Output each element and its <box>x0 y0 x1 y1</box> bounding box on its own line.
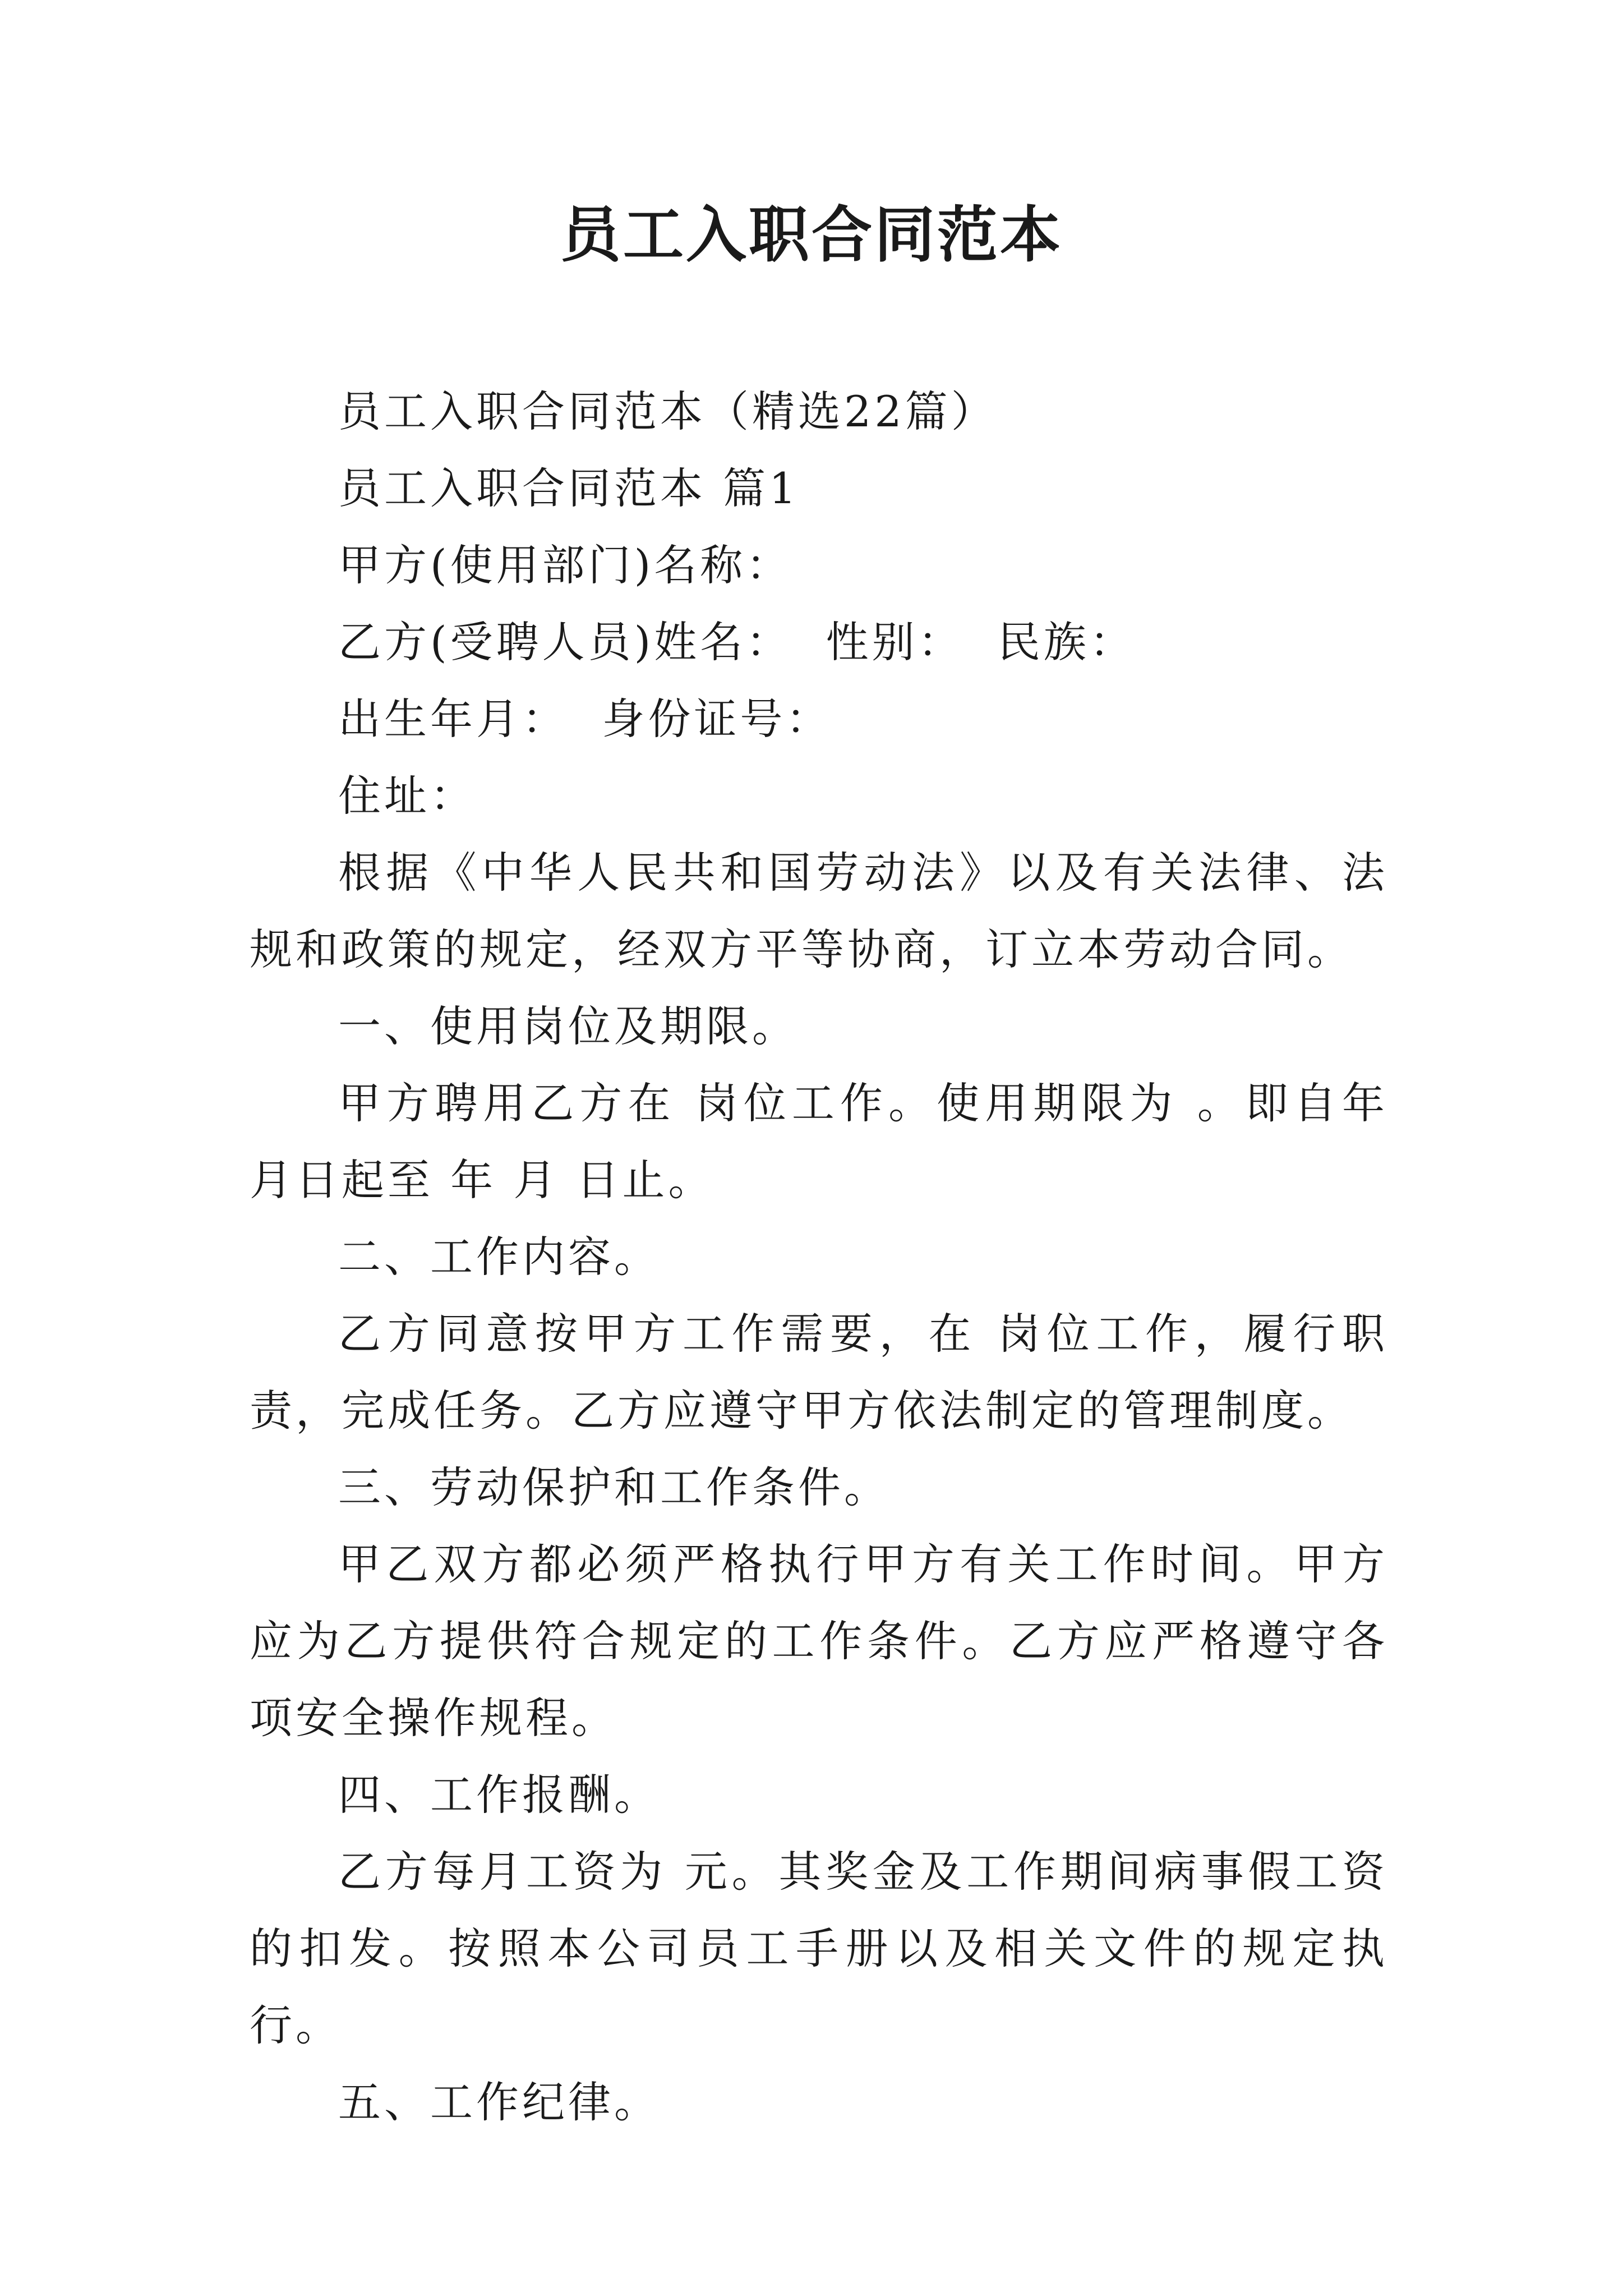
document-body <box>250 373 1405 2141</box>
paragraph-birth-id: 出生年月： 身份证号： <box>338 694 832 744</box>
paragraph-party-a: 甲方(使用部门)名称： <box>338 540 792 590</box>
paragraph-address: 住址： <box>338 771 476 821</box>
paragraph-clause-2-heading: 二、工作内容。 <box>338 1232 660 1282</box>
paragraph-party-b: 乙方(受聘人员)姓名： 性别： 民族： <box>338 617 1136 667</box>
paragraph-preamble: 根据《中华人民共和国劳动法》以及有关法律、法规和政策的规定，经双方平等协商，订立本劳动合同。 <box>250 848 1388 974</box>
paragraph-clause-3-body: 甲乙双方都必须严格执行甲方有关工作时间。甲方应为乙方提供符合规定的工作条件。乙方应严格遵守各项安全操作规程。 <box>250 1539 1388 1743</box>
paragraph-clause-1-heading: 一、使用岗位及期限。 <box>338 1001 798 1051</box>
document-title: 员工入职合同范本 <box>560 200 1063 270</box>
paragraph-section-heading: 员工入职合同范本 篇1 <box>338 463 800 513</box>
paragraph-clause-5-heading: 五、工作纪律。 <box>338 2077 660 2127</box>
paragraph-clause-1-body: 甲方聘用乙方在 岗位工作。使用期限为 。即自年 月日起至 年 月 日止。 <box>250 1078 1405 1205</box>
paragraph-clause-3-heading: 三、劳动保护和工作条件。 <box>338 1462 890 1512</box>
paragraph-clause-2-body: 乙方同意按甲方工作需要，在 岗位工作，履行职责，完成任务。乙方应遵守甲方依法制定的管理制度。 <box>250 1309 1388 1435</box>
paragraph-subtitle: 员工入职合同范本（精选22篇） <box>338 386 997 436</box>
paragraph-clause-4-body: 乙方每月工资为 元。其奖金及工作期间病事假工资的扣发。按照本公司员工手册以及相关文件的规定执行。 <box>250 1847 1388 2050</box>
paragraph-clause-4-heading: 四、工作报酬。 <box>338 1770 660 1820</box>
